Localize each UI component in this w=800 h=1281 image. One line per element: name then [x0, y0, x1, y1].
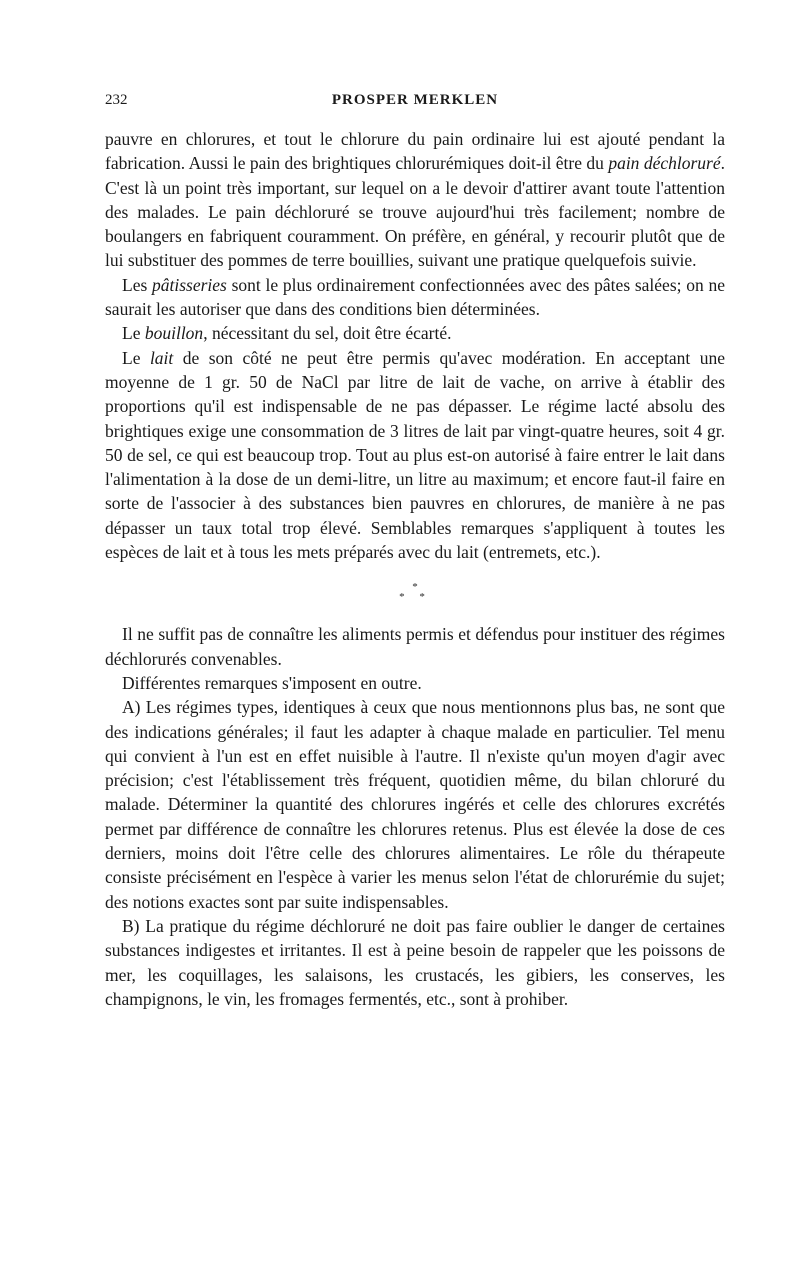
body-text	[105, 127, 725, 1011]
paragraph-3: Le bouillon, nécessitant du sel, doit être écarté.	[122, 323, 452, 344]
asterism-top: *	[412, 581, 418, 594]
paragraph-6: Différentes remarques s'imposent en outre.	[122, 672, 422, 693]
paragraph-1: pauvre en chlorures, et tout le chlorure du pain ordinaire lui est ajouté pendant la fabrication. Aussi le pain des brightiques chlorurémiques doit-il être du pain déchloruré. C'est là un point très important, sur lequel on a le devoir d'attirer avant toute l'attention des malades. Le pain déchloruré se trouve aujourd'hui très facilement; nombre de boulangers en fabriquent couramment. On préfère, en général, y recourir plutôt que de lui substituer des pommes de terre bouillies, suivant une pratique quelquefois suivie.	[105, 129, 725, 271]
paragraph-7: A) Les régimes types, identiques à ceux que nous mentionnons plus bas, ne sont que des indications générales; il faut les adapter à chaque malade en particulier. Tel menu qui convient à l'un est en effet nuisible à l'autre. Il n'existe qu'un moyen d'agir avec précision; c'est l'établissement très fréquent, quotidien même, du bilan chloruré du malade. Déterminer la quantité des chlorures ingérés et celle des chlorures excrétés permet par différence de connaître les chlorures retenus. Plus est élevée la dose de ces derniers, moins doit l'être celle des chlorures alimentaires. Le rôle du thérapeute consiste précisément en l'espèce à varier les menus selon l'état de chlorurémie du sujet; des notions exactes sont par suite indispensables.	[105, 697, 725, 912]
asterism-bottom: * *	[399, 591, 431, 604]
italic-term: bouillon	[144, 323, 204, 344]
paragraph-5: Il ne suffit pas de connaître les aliments permis et défendus pour instituer des régimes déchlorurés convenables.	[105, 624, 725, 669]
italic-term: pain déchloruré	[608, 153, 721, 174]
paragraph-8: B) La pratique du régime déchloruré ne doit pas faire oublier le danger de certaines substances indigestes et irritantes. Il est à peine besoin de rappeler que les poissons de mer, les coquillages, les salaisons, les crustacés, les gibiers, les conserves, les champignons, le vin, les fromages fermentés, etc., sont à prohiber.	[105, 915, 725, 1009]
italic-term: pâtisseries	[152, 274, 227, 295]
running-head: PROSPER MERKLEN	[331, 92, 499, 108]
section-asterism	[105, 582, 725, 602]
page-header	[105, 88, 725, 112]
paragraph-4: Le lait de son côté ne peut être permis qu'avec modération. En acceptant une moyenne de 1 gr. 50 de NaCl par litre de lait de vache, on arrive à établir des proportions qu'il est indispensable de ne pas dépasser. Le régime lacté absolu des brightiques exige une consommation de 3 litres de lait par vingt-quatre heures, soit 4 gr. 50 de sel, ce qui est beaucoup trop. Tout au plus est-on autorisé à faire entrer le lait dans l'alimentation à la dose de un demi-litre, un litre au maximum; et encore faut-il faire en sorte de l'associer à des substances bien pauvres en chlorures, de manière à ne pas dépasser un taux total trop élevé. Semblables remarques s'appliquent à toutes les espèces de lait et à tous les mets préparés avec du lait (entremets, etc.).	[105, 347, 725, 563]
italic-term: lait	[149, 347, 174, 368]
paragraph-2: Les pâtisseries sont le plus ordinairement confectionnées avec des pâtes salées; on ne saurait les autoriser que dans des conditions bien déterminées.	[105, 274, 725, 320]
page-number: 232	[105, 92, 128, 108]
